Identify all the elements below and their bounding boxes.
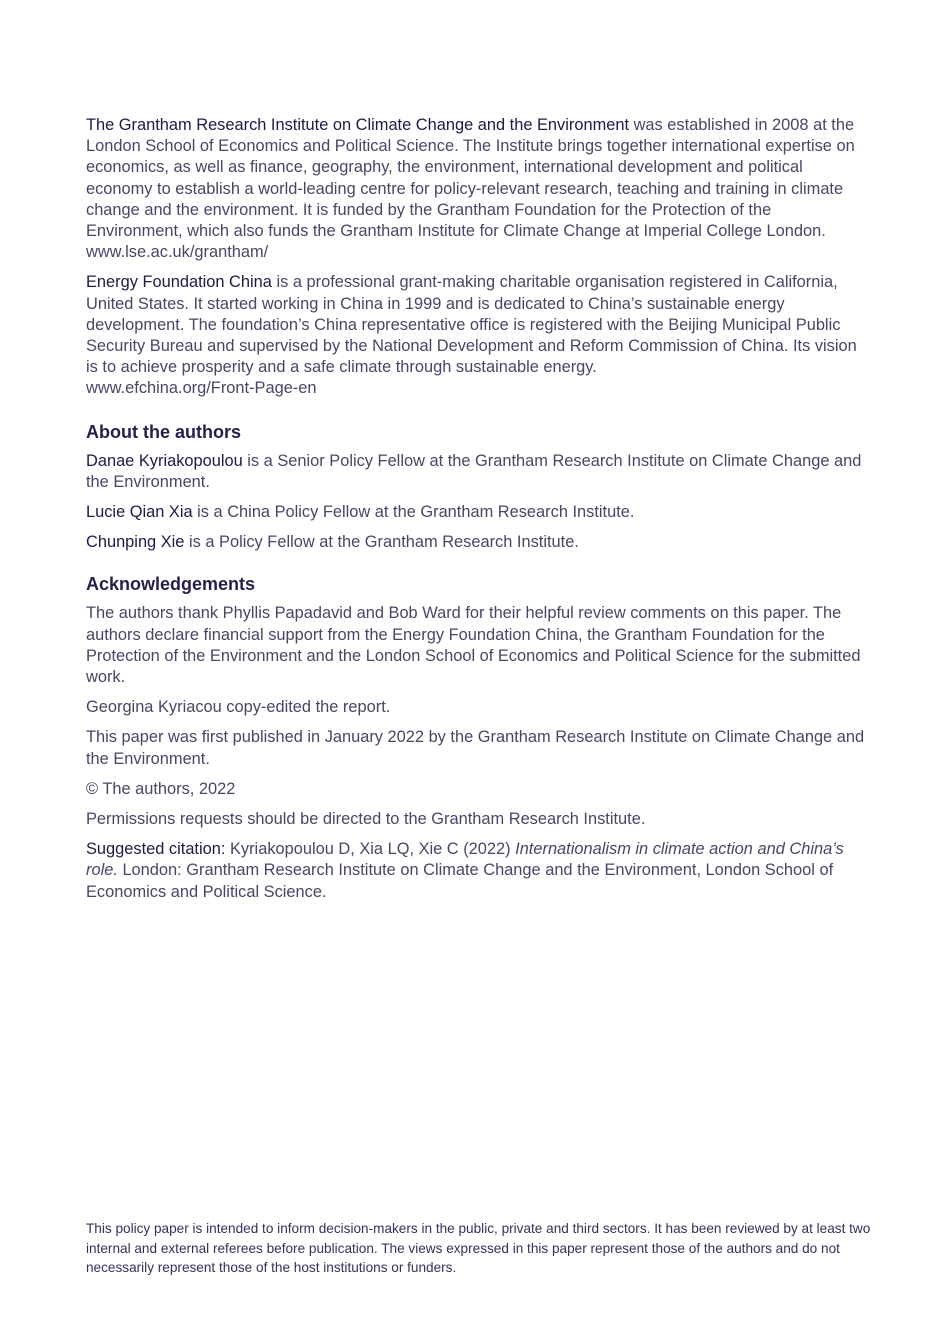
efc-url-link[interactable]: www.efchina.org/Front-Page-en bbox=[86, 379, 317, 398]
acknowledgements-editor: Georgina Kyriacou copy-edited the report. bbox=[86, 698, 391, 717]
author-text: is a Policy Fellow at the Grantham Research Institute. bbox=[184, 533, 579, 552]
main-content bbox=[86, 115, 866, 912]
author-name: Lucie Qian Xia bbox=[86, 503, 193, 522]
grantham-name: The Grantham Research Institute on Climate Change and the Environment bbox=[86, 116, 630, 134]
acknowledgements-heading: Acknowledgements bbox=[86, 574, 256, 595]
footer-disclaimer: This policy paper is intended to inform decision-makers in the public, private and third sectors. It has been reviewed by at least two internal and external referees before publication. The views expressed in this paper represent those of the authors and do not necessarily represent those of the host institutions or funders. bbox=[86, 1221, 871, 1275]
author-text: is a Senior Policy Fellow at the Grantham Research Institute on Climate Change and the Environment. bbox=[86, 451, 862, 491]
grantham-text: was established in 2008 at the London School of Economics and Political Science. The Institute brings together international expertise on economics, as well as finance, geography, the environment, international development and political economy to establish a world-leading centre for policy-relevant research, teaching and training in climate change and the environment. It is funded by the Grantham Foundation for the Protection of the Environment, which also funds the Grantham Institute for Climate Change at Imperial College London. bbox=[86, 116, 855, 241]
acknowledgements-thanks: The authors thank Phyllis Papadavid and Bob Ward for their helpful review comments on this paper. The authors declare financial support from the Energy Foundation China, the Grantham Foundation for the Protection of the Environment and the London School of Economics and Political Science for the submitted work. bbox=[86, 604, 861, 687]
suggested-citation bbox=[86, 839, 866, 903]
author-name: Chunping Xie bbox=[86, 533, 185, 552]
author-item bbox=[86, 451, 866, 493]
author-item bbox=[86, 502, 866, 523]
copyright-note: © The authors, 2022 bbox=[86, 779, 236, 798]
efc-text: is a professional grant-making charitable organisation registered in California, United States. It started working in China in 1999 and is dedicated to China’s sustainable energy development. The foundation’s China representative office is registered with the Beijing Municipal Public Security Bureau and supervised by the National Development and Reform Commission of China. Its vision is to achieve prosperity and a safe climate through sustainable energy. bbox=[86, 273, 857, 377]
author-text: is a China Policy Fellow at the Grantham Research Institute. bbox=[192, 503, 635, 522]
citation-rest: London: Grantham Research Institute on Climate Change and the Environment, London School of Economics and Political Science. bbox=[86, 861, 834, 901]
author-item bbox=[86, 532, 866, 553]
authors-heading: About the authors bbox=[86, 421, 241, 442]
publication-note: This paper was first published in January 2022 by the Grantham Research Institute on Climate Change and the Environment. bbox=[86, 728, 865, 768]
citation-authors: Kyriakopoulou D, Xia LQ, Xie C (2022) bbox=[225, 840, 516, 859]
permissions-note: Permissions requests should be directed to the Grantham Research Institute. bbox=[86, 810, 646, 829]
citation-title: Internationalism in climate action and China’s role. bbox=[86, 840, 844, 880]
efc-description bbox=[86, 272, 866, 399]
citation-label: Suggested citation: bbox=[86, 840, 226, 859]
grantham-url-link[interactable]: www.lse.ac.uk/grantham/ bbox=[86, 243, 269, 262]
author-name: Danae Kyriakopoulou bbox=[86, 451, 243, 470]
grantham-description bbox=[86, 115, 866, 263]
efc-name: Energy Foundation China bbox=[86, 273, 272, 292]
